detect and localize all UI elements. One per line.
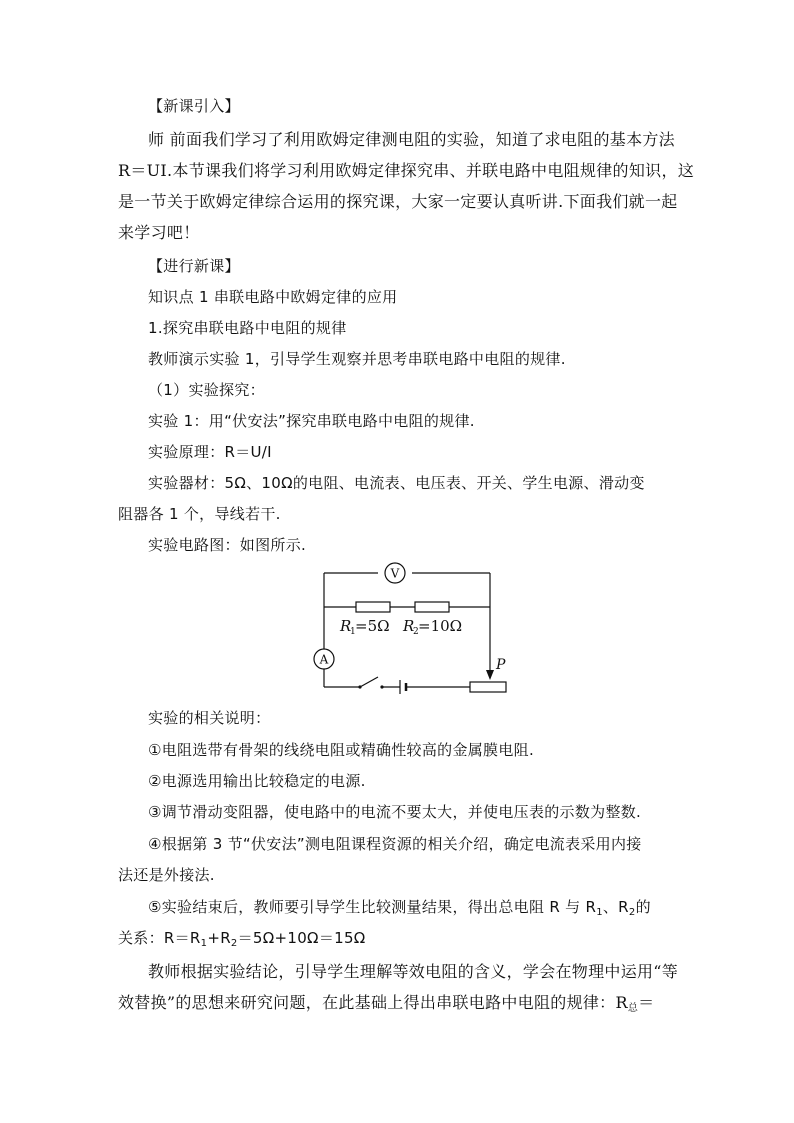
r1-value: =5Ω <box>355 617 390 635</box>
knowledge-point-title: 知识点 1 串联电路中欧姆定律的应用 <box>148 288 398 306</box>
equipment-line: 实验器材：5Ω、10Ω的电阻、电流表、电压表、开关、学生电源、滑动变 <box>148 474 645 492</box>
equipment-line: 阻器各 1 个，导线若干. <box>118 505 281 523</box>
voltmeter-label: V <box>390 566 400 581</box>
notes-heading: 实验的相关说明： <box>148 709 271 727</box>
intro-paragraph-line: 师 前面我们学习了利用欧姆定律测电阻的实验，知道了求电阻的基本方法 <box>148 130 675 149</box>
r2-symbol: R <box>403 617 415 635</box>
r2-value: =10Ω <box>418 617 463 635</box>
slider-label: P <box>496 657 506 673</box>
circuit-caption: 实验电路图：如图所示. <box>148 536 307 554</box>
experiment-title: 实验 1：用“伏安法”探究串联电路中电阻的规律. <box>148 412 475 430</box>
resistor-r2 <box>415 602 449 612</box>
conclusion-line: 效替换”的思想来研究问题，在此基础上得出串联电路中电阻的规律：$R_总=$ <box>118 993 655 1014</box>
slider-arrow-icon <box>486 670 494 680</box>
note-item: 关系：$R=R_1+R_2=5\Omega+10\Omega=15\Omega$ <box>118 929 366 949</box>
note-item: ③调节滑动变阻器，使电路中的电流不要太大，并使电压表的示数为整数. <box>148 803 642 821</box>
r1-subscript: 1 <box>350 627 356 637</box>
lesson-heading: 【进行新课】 <box>148 257 240 275</box>
intro-heading: 【新课引入】 <box>148 97 240 115</box>
r2-subscript: 2 <box>413 627 419 637</box>
conclusion-line: 教师根据实验结论，引导学生理解等效电阻的含义，学会在物理中运用“等 <box>148 962 679 981</box>
intro-paragraph-line: 来学习吧！ <box>118 223 200 242</box>
intro-paragraph-line: R＝UI.本节课我们将学习利用欧姆定律探究串、并联电路中电阻规律的知识，这 <box>118 161 695 180</box>
note-item: ⑤实验结束后，教师要引导学生比较测量结果，得出总电阻 R 与 $R_1$、$R_2$的 <box>148 898 651 918</box>
experiment-principle: 实验原理：R＝U/I <box>148 443 272 461</box>
intro-paragraph-line: 是一节关于欧姆定律综合运用的探究课，大家一定要认真听讲.下面我们就一起 <box>118 192 678 211</box>
demo-text: 教师演示实验 1，引导学生观察并思考串联电路中电阻的规律. <box>148 350 566 368</box>
resistor-r1 <box>356 602 390 612</box>
r1-symbol: R <box>340 617 352 635</box>
note-item: ④根据第 3 节“伏安法”测电阻课程资源的相关介绍，确定电流表采用内接 <box>148 835 642 853</box>
circuit-diagram <box>310 560 510 700</box>
explore-text: （1）实验探究： <box>148 381 265 399</box>
subsection-title: 1.探究串联电路中电阻的规律 <box>148 319 347 337</box>
rheostat-icon <box>470 682 506 692</box>
ammeter-label: A <box>319 652 329 667</box>
note-item: ②电源选用输出比较稳定的电源. <box>148 772 366 790</box>
note-item: ①电阻选带有骨架的线绕电阻或精确性较高的金属膜电阻. <box>148 741 535 759</box>
note-item: 法还是外接法. <box>118 866 215 884</box>
switch-icon <box>360 677 378 687</box>
